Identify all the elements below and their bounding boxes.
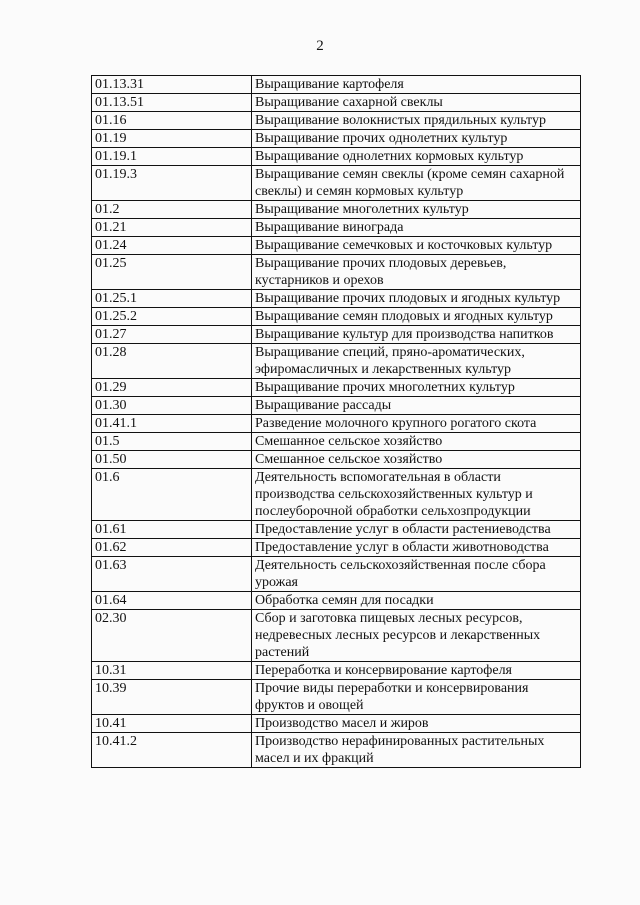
table-row	[92, 469, 581, 521]
activity-name-cell: Производство масел и жиров	[252, 715, 581, 733]
table-row	[92, 610, 581, 662]
activity-name-cell: Выращивание специй, пряно-ароматических, эфиромасличных и лекарственных культур	[252, 344, 581, 379]
activity-code-cell: 01.64	[92, 592, 252, 610]
table-row	[92, 680, 581, 715]
table-row	[92, 201, 581, 219]
activity-name-cell: Выращивание многолетних культур	[252, 201, 581, 219]
activity-code-cell: 01.21	[92, 219, 252, 237]
activity-code-cell: 01.13.31	[92, 76, 252, 94]
activity-code-cell: 10.39	[92, 680, 252, 715]
activity-code-cell: 01.16	[92, 112, 252, 130]
activity-name-cell: Смешанное сельское хозяйство	[252, 433, 581, 451]
table-row	[92, 255, 581, 290]
activity-name-cell: Выращивание прочих плодовых деревьев, кустарников и орехов	[252, 255, 581, 290]
activity-code-cell: 01.28	[92, 344, 252, 379]
table-row	[92, 344, 581, 379]
activity-code-cell: 01.2	[92, 201, 252, 219]
activity-name-cell: Выращивание культур для производства напитков	[252, 326, 581, 344]
activity-name-cell: Прочие виды переработки и консервирования фруктов и овощей	[252, 680, 581, 715]
table-row	[92, 219, 581, 237]
activity-code-cell: 01.29	[92, 379, 252, 397]
table-row	[92, 521, 581, 539]
activity-name-cell: Сбор и заготовка пищевых лесных ресурсов, недревесных лесных ресурсов и лекарственных растений	[252, 610, 581, 662]
table-row	[92, 112, 581, 130]
activity-codes-table	[91, 75, 581, 768]
activity-code-cell: 01.50	[92, 451, 252, 469]
activity-code-cell: 01.5	[92, 433, 252, 451]
table-row	[92, 94, 581, 112]
table-row	[92, 290, 581, 308]
table-row	[92, 130, 581, 148]
activity-name-cell: Выращивание семян свеклы (кроме семян сахарной свеклы) и семян кормовых культур	[252, 166, 581, 201]
page-number: 2	[316, 38, 324, 54]
activity-code-cell: 01.19.1	[92, 148, 252, 166]
activity-code-cell: 01.13.51	[92, 94, 252, 112]
table-row	[92, 733, 581, 768]
activity-name-cell: Выращивание сахарной свеклы	[252, 94, 581, 112]
activity-name-cell: Выращивание однолетних кормовых культур	[252, 148, 581, 166]
activity-name-cell: Выращивание картофеля	[252, 76, 581, 94]
activity-code-cell: 01.19	[92, 130, 252, 148]
activity-code-cell: 01.25	[92, 255, 252, 290]
table-row	[92, 433, 581, 451]
table-body	[92, 76, 581, 768]
activity-name-cell: Выращивание прочих многолетних культур	[252, 379, 581, 397]
table-row	[92, 662, 581, 680]
activity-name-cell: Обработка семян для посадки	[252, 592, 581, 610]
activity-code-cell: 01.41.1	[92, 415, 252, 433]
activity-name-cell: Предоставление услуг в области растениеводства	[252, 521, 581, 539]
activity-name-cell: Выращивание прочих однолетних культур	[252, 130, 581, 148]
activity-name-cell: Выращивание прочих плодовых и ягодных культур	[252, 290, 581, 308]
table-row	[92, 592, 581, 610]
activity-name-cell: Выращивание винограда	[252, 219, 581, 237]
table-row	[92, 379, 581, 397]
activity-name-cell: Выращивание рассады	[252, 397, 581, 415]
table-row	[92, 397, 581, 415]
activity-code-cell: 01.30	[92, 397, 252, 415]
activity-name-cell: Разведение молочного крупного рогатого скота	[252, 415, 581, 433]
activity-name-cell: Смешанное сельское хозяйство	[252, 451, 581, 469]
activity-name-cell: Выращивание семян плодовых и ягодных культур	[252, 308, 581, 326]
activity-code-cell: 01.6	[92, 469, 252, 521]
activity-name-cell: Переработка и консервирование картофеля	[252, 662, 581, 680]
activity-name-cell: Предоставление услуг в области животноводства	[252, 539, 581, 557]
activity-name-cell: Деятельность сельскохозяйственная после сбора урожая	[252, 557, 581, 592]
activity-code-cell: 01.25.2	[92, 308, 252, 326]
activity-name-cell: Деятельность вспомогательная в области производства сельскохозяйственных культур и послеуборочной обработки сельхозпродукции	[252, 469, 581, 521]
table-row	[92, 539, 581, 557]
activity-code-cell: 02.30	[92, 610, 252, 662]
table-row	[92, 237, 581, 255]
table-row	[92, 308, 581, 326]
activity-name-cell: Выращивание волокнистых прядильных культур	[252, 112, 581, 130]
table-row	[92, 166, 581, 201]
activity-code-cell: 10.31	[92, 662, 252, 680]
activity-code-cell: 01.63	[92, 557, 252, 592]
activity-code-cell: 01.19.3	[92, 166, 252, 201]
activity-code-cell: 10.41.2	[92, 733, 252, 768]
activity-code-cell: 01.61	[92, 521, 252, 539]
activity-code-cell: 01.27	[92, 326, 252, 344]
activity-code-cell: 10.41	[92, 715, 252, 733]
activity-code-cell: 01.62	[92, 539, 252, 557]
activity-code-cell: 01.24	[92, 237, 252, 255]
table-row	[92, 557, 581, 592]
table-row	[92, 76, 581, 94]
activity-name-cell: Выращивание семечковых и косточковых культур	[252, 237, 581, 255]
activity-code-cell: 01.25.1	[92, 290, 252, 308]
table-row	[92, 326, 581, 344]
table-row	[92, 715, 581, 733]
table-row	[92, 148, 581, 166]
table-row	[92, 415, 581, 433]
table-row	[92, 451, 581, 469]
activity-name-cell: Производство нерафинированных растительных масел и их фракций	[252, 733, 581, 768]
